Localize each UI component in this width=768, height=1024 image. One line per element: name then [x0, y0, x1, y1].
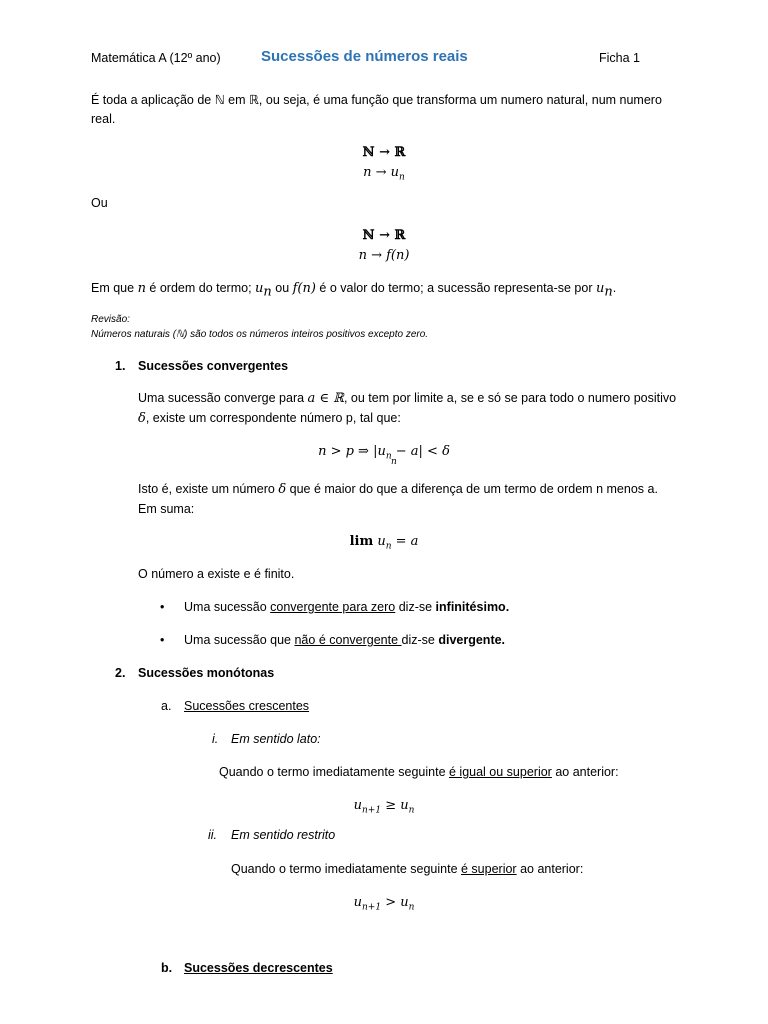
convergence-definition-line-2: δ, existe um correspondente número p, tal que:: [138, 411, 401, 426]
ou-text: Ou: [91, 196, 108, 210]
revision-label: Revisão:: [91, 314, 130, 325]
bullet-infinitesimo: Uma sucessão convergente para zero diz-se infinitésimo.: [184, 600, 510, 614]
increasing-restrito-formula: $u_{n+1} > u_n$: [353, 895, 415, 913]
implies-subscript: n: [391, 457, 397, 467]
convergence-definition-line-1: Uma sucessão converge para a ∈ ℝ, ou tem por limite a, se e só se para todo o numero positivo: [138, 391, 677, 406]
increasing-lato-formula: $u_{n+1} \ge u_n$: [353, 798, 415, 816]
mapping-1-rule: $n \to u_n$: [363, 165, 405, 183]
page-title: Sucessões de números reais: [261, 48, 468, 65]
item-i-text: Em sentido lato:: [231, 732, 321, 746]
finite-note: O número a existe e é finito.: [138, 567, 295, 581]
bullet-divergente: Uma sucessão que não é convergente diz-se divergente.: [184, 633, 506, 647]
revision-text: Números naturais (ℕ) são todos os números inteiros positivos excepto zero.: [91, 329, 429, 340]
section-1-heading: Sucessões convergentes: [138, 359, 289, 373]
explanation-line-2: Em suma:: [138, 502, 195, 516]
item-i-description: Quando o termo imediatamente seguinte é igual ou superior ao anterior:: [219, 765, 619, 779]
item-i-label: i.: [212, 732, 219, 746]
bullet-2-marker: •: [160, 633, 165, 647]
subsection-b-label: b.: [161, 961, 173, 975]
sheet-label: Ficha 1: [599, 51, 640, 65]
intro-line-2: real.: [91, 112, 116, 126]
subsection-a-heading: Sucessões crescentes: [184, 699, 310, 713]
explanation-line-1: Isto é, existe um número δ que é maior do que a diferença de um termo de ordem n menos a.: [138, 482, 658, 497]
header-subject: Matemática A (12º ano): [91, 51, 221, 65]
subsection-a-label: a.: [161, 699, 172, 713]
section-1-number: 1.: [115, 359, 126, 373]
section-2-heading: Sucessões monótonas: [138, 666, 275, 680]
mapping-2-rule: n → f(n): [358, 248, 410, 263]
subsection-b-heading: Sucessões decrescentes: [184, 961, 333, 975]
mapping-1-domain: ℕ → ℝ: [362, 145, 406, 160]
mapping-2-domain: ℕ → ℝ: [362, 228, 406, 243]
term-description: Em que n é ordem do termo; $u_n$ ou f(n) é o valor do termo; a sucessão representa-se por $u_n$.: [91, 281, 617, 300]
intro-line-1: É toda a aplicação de ℕ em ℝ, ou seja, é uma função que transforma um numero natural, num numero: [91, 93, 662, 107]
limit-formula: $\lim u_n = a$: [349, 534, 419, 552]
convergence-formula: n > p ⇒ $|u_n - a| < \delta$: [318, 444, 450, 462]
section-2-number: 2.: [115, 666, 126, 680]
item-ii-description: Quando o termo imediatamente seguinte é superior ao anterior:: [231, 862, 584, 876]
item-ii-text: Em sentido restrito: [231, 828, 336, 842]
bullet-1-marker: •: [160, 600, 165, 614]
item-ii-label: ii.: [208, 828, 218, 842]
